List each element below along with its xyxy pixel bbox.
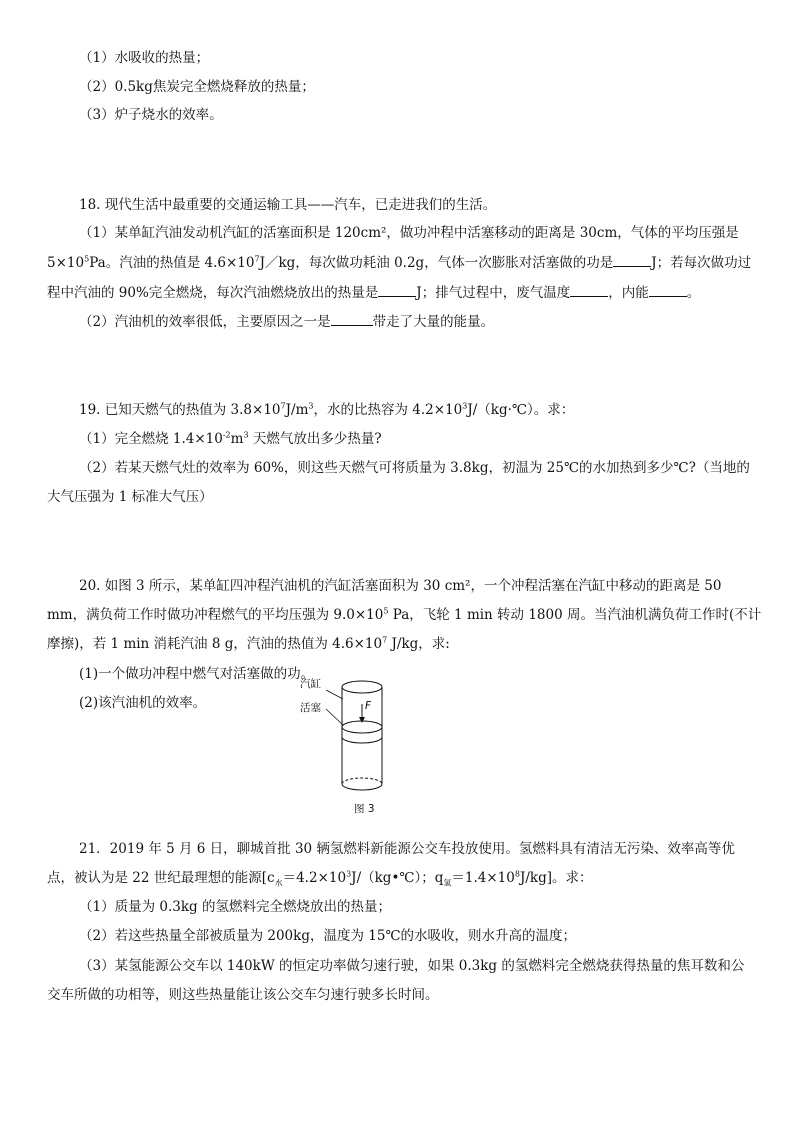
q18-blank-temperature[interactable] (570, 283, 608, 297)
cylinder-bottom-front (342, 784, 382, 790)
q21-part1: （1）质量为 0.3kg 的氢燃料完全燃烧放出的热量； (79, 899, 391, 915)
cylinder-top-rim (342, 681, 382, 693)
label-cylinder: 汽缸 (300, 678, 321, 690)
piston-leader-line (326, 709, 343, 725)
q17-part3: （3）炉子烧水的效率。 (79, 107, 223, 123)
q19-part2: （2）若某天燃气灶的效率为 60%，则这些天燃气可将质量为 3.8kg，初温为 25℃的水加热到多少℃?（当地的 (79, 460, 750, 476)
figure-3-cylinder-diagram (296, 672, 416, 820)
q18-blank-work[interactable] (613, 253, 651, 267)
q20-part1: (1)一个做功冲程中燃气对活塞做的功。 (79, 666, 315, 682)
label-piston: 活塞 (300, 702, 321, 714)
q21-line1: 21．2019 年 5 月 6 日，聊城首批 30 辆氢燃料新能源公交车投放使用。氢燃料具有清洁无污染、效率高等优 (79, 841, 735, 857)
q18-line3: 程中汽油的 90%完全燃烧，每次汽油燃烧放出的热量是 J；排气过程中，废气温度 ，内能 。 (47, 285, 701, 301)
q21-part3-continued: 交车所做的功相等，则这些热量能让该公交车匀速行驶多长时间。 (47, 987, 439, 1003)
q19-part1: （1）完全燃烧 $1.4\times 10^{-2}m^3$ 天燃气放出多少热量? (79, 430, 382, 447)
q18-line2: $5\times 10^5Pa$。汽油的热值是 $4.6\times 10^7J/kg$，每次做功耗油 0.2g，气体一次膨胀对活塞做的功是 J；若每次做功过 (47, 254, 752, 271)
q19-stem: 19. 已知天燃气的热值为 $3.8\times 10^7J/m^3$，水的比热容为 $4.2\times 10^3J/(kg\cdot℃)$。求： (79, 401, 575, 418)
cylinder-bottom-back (342, 778, 382, 784)
figure-caption: 图 3 (354, 803, 375, 815)
q21-part2: （2）若这些热量全部被质量为 200kg，温度为 15℃的水吸收，则水升高的温度； (79, 928, 577, 944)
q18-blank-internal-energy[interactable] (649, 283, 687, 297)
q19-part2-continued: 大气压强为 1 标准大气压） (47, 489, 213, 505)
piston-bottom (342, 737, 382, 743)
q17-part2: （2）0.5kg焦炭完全燃烧释放的热量； (79, 79, 315, 95)
q18-line4: （2）汽油机的效率很低，主要原因之一是 带走了大量的能量。 (79, 314, 495, 330)
cylinder-leader-line (326, 690, 343, 699)
cylinder-piston-svg (296, 672, 416, 820)
q18-stem: 18. 现代生活中最重要的交通运输工具——汽车，已走进我们的生活。 (79, 197, 497, 213)
q20-line3: 摩擦)，若 1 min 消耗汽油 8 g，汽油的热值为 $4.6\times 10^7$ J/kg，求: (47, 635, 450, 652)
label-force: F (365, 700, 372, 712)
q20-line1: 20. 如图 3 所示，某单缸四冲程汽油机的汽缸活塞面积为 30 cm²，一个冲程活塞在汽缸中移动的距离是 50 (79, 578, 722, 594)
q18-line1: （1）某单缸汽油发动机汽缸的活塞面积是 120cm²，做功冲程中活塞移动的距离是 30cm，气体的平均压强是 (79, 225, 739, 241)
q21-part3: （3）某氢能源公交车以 140kW 的恒定功率做匀速行驶，如果 0.3kg 的氢燃料完全燃烧获得热量的焦耳数和公 (79, 958, 745, 974)
q18-blank-reason[interactable] (331, 312, 373, 326)
q20-part2: (2)该汽油机的效率。 (79, 695, 207, 711)
force-arrow-head (359, 717, 365, 723)
q17-part1: （1）水吸收的热量； (79, 50, 210, 66)
q18-blank-heat[interactable] (378, 283, 416, 297)
q20-line2: mm，满负荷工作时做功冲程燃气的平均压强为 $9.0\times 10^5$ Pa，飞轮 1 min 转动 1800 周。当汽油机满负荷工作时(不计 (47, 606, 762, 623)
q21-line2: 点，被认为是 22 世纪最理想的能源[$c_水=4.2\times 10^3J/(kg•℃)$；$q_氢=1.4\times 10^8J/kg$]。求： (47, 869, 593, 888)
